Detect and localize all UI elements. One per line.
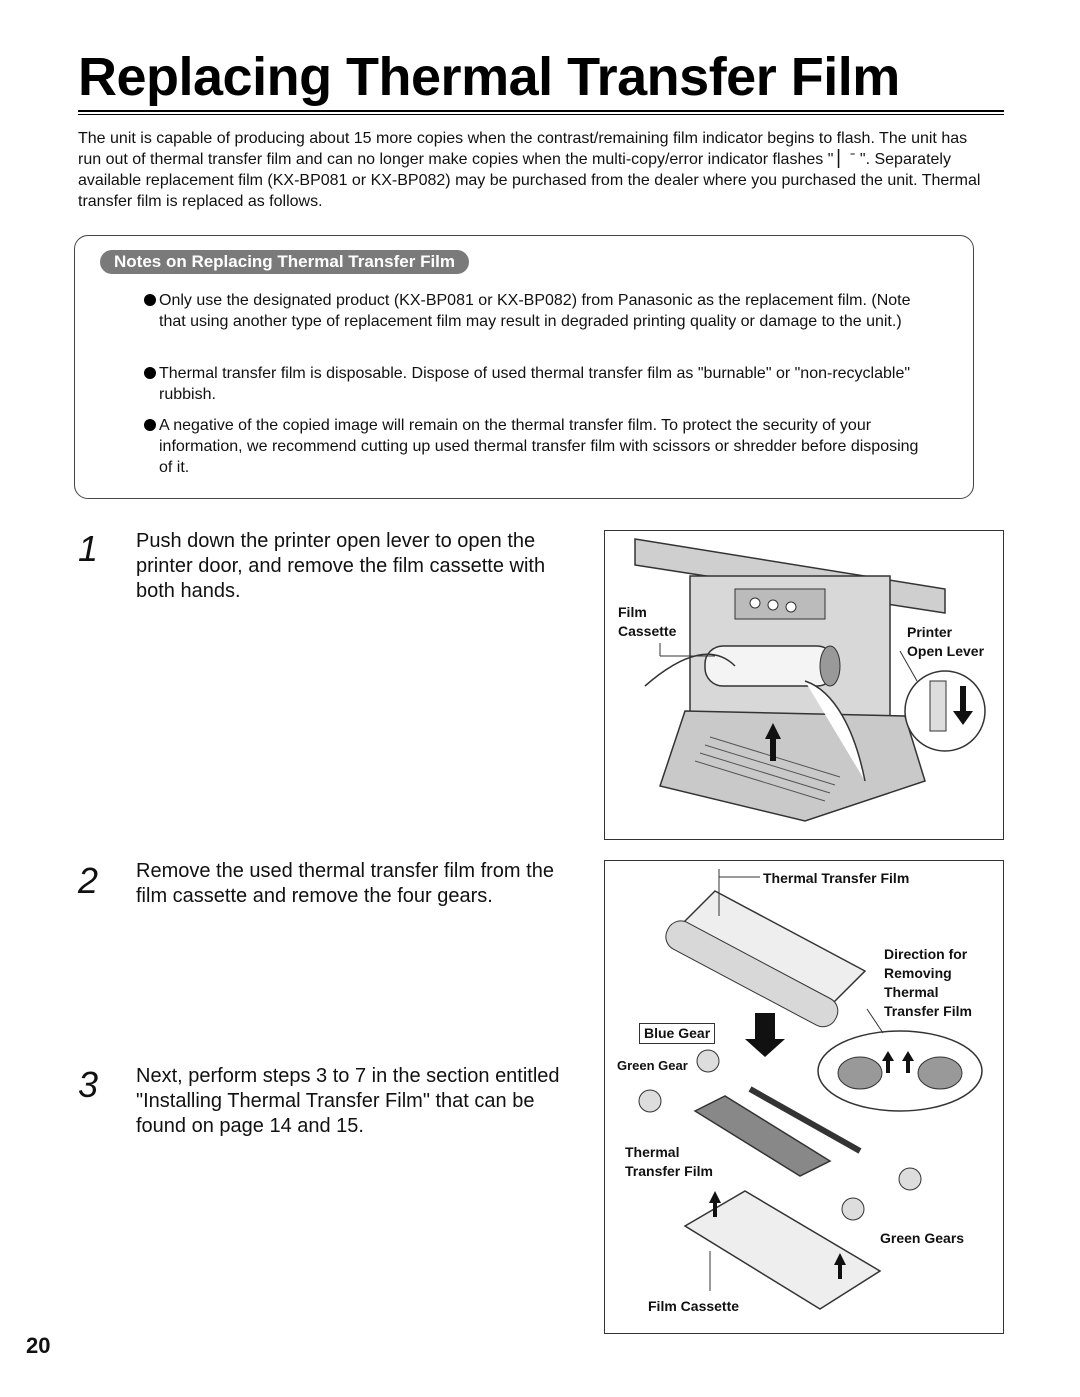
blue-gear-label: Blue Gear bbox=[639, 1023, 715, 1044]
film-cassette-label: Film Cassette bbox=[618, 604, 677, 639]
step-text: Push down the printer open lever to open the printer door, and remove the film cassette with both hands. bbox=[136, 530, 546, 602]
page-title: Replacing Thermal Transfer Film bbox=[78, 47, 900, 107]
step-number: 1 bbox=[78, 528, 99, 569]
title-rule-thin bbox=[78, 114, 1004, 115]
note-item bbox=[140, 363, 929, 405]
note-text: Only use the designated product (KX-BP081 or KX-BP082) from Panasonic as the replacement film. (Note that using another type of replacement film may result in degraded printing quality or damage to the unit.) bbox=[159, 292, 911, 330]
note-text: A negative of the copied image will remain on the thermal transfer film. To protect the security of your information, we recommend cutting up used thermal transfer film with scissors or shredder before disposing of it. bbox=[159, 417, 919, 476]
intro-paragraph: The unit is capable of producing about 15 more copies when the contrast/remaining film indicator begins to flash. The unit has run out of thermal transfer film and can no longer make copies when the multi-copy/error indicator flashes " ▏ˉ ". Separately available replacement film (KX-BP081 or KX-BP082) may be purchased from the dealer where you purchased the unit. Thermal transfer film is replaced as follows. bbox=[78, 130, 981, 210]
notes-header: Notes on Replacing Thermal Transfer Film bbox=[100, 250, 469, 274]
step-number: 3 bbox=[78, 1064, 99, 1105]
title-rule bbox=[78, 110, 1004, 112]
film-removal-figure bbox=[604, 860, 1004, 1334]
printer-open-figure bbox=[604, 530, 1004, 840]
green-gears-label: Green Gears bbox=[880, 1230, 965, 1246]
page-number: 20 bbox=[26, 1333, 51, 1358]
bullet-icon bbox=[144, 367, 156, 379]
note-text: Thermal transfer film is disposable. Dispose of used thermal transfer film as "burnable" or "non-recyclable" rubbish. bbox=[159, 365, 911, 403]
film-cassette-label: Film Cassette bbox=[648, 1298, 740, 1314]
bullet-icon bbox=[144, 294, 156, 306]
film-cassette-illustration bbox=[605, 861, 1003, 1333]
note-item bbox=[140, 415, 929, 478]
step-text: Remove the used thermal transfer film from the film cassette and remove the four gears. bbox=[136, 860, 554, 907]
green-gear-label: Green Gear bbox=[617, 1058, 688, 1073]
bullet-icon bbox=[144, 419, 156, 431]
direction-label: Direction for Removing Thermal Transfer Film bbox=[884, 946, 972, 1019]
printer-open-lever-label: Printer Open Lever bbox=[907, 624, 985, 659]
thermal-transfer-film-label: Thermal Transfer Film bbox=[625, 1144, 713, 1179]
step-number: 2 bbox=[78, 860, 99, 901]
thermal-transfer-film-label: Thermal Transfer Film bbox=[763, 870, 910, 886]
note-item bbox=[140, 290, 929, 332]
step-text: Next, perform steps 3 to 7 in the section entitled "Installing Thermal Transfer Film" that can be found on page 14 and 15. bbox=[136, 1065, 560, 1137]
printer-illustration bbox=[605, 531, 1003, 839]
